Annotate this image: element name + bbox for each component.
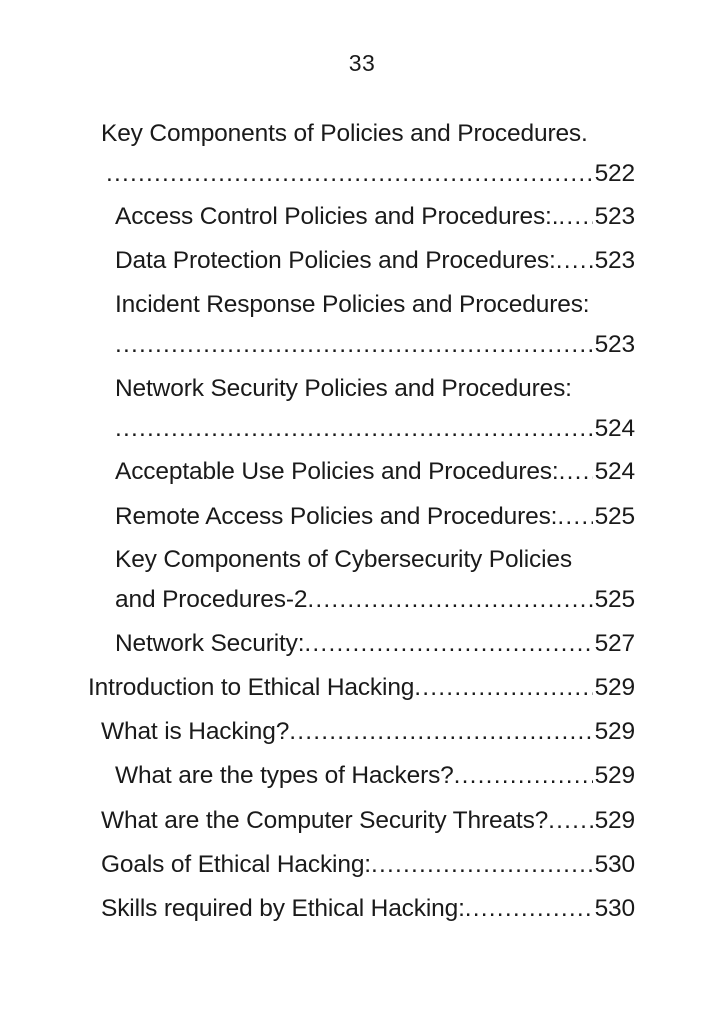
dot-leader (414, 670, 592, 706)
toc-entry[interactable] (101, 714, 635, 750)
toc-entry-title: Remote Access Policies and Procedures: (115, 503, 558, 530)
dot-leader (556, 243, 593, 279)
toc-entry-title: What is Hacking? (101, 718, 290, 745)
toc-entry-title: What are the Computer Security Threats? (101, 807, 549, 834)
toc-entry-title: Incident Response Policies and Procedures: (115, 291, 590, 318)
toc-entry[interactable] (88, 670, 635, 706)
dot-leader (304, 626, 592, 662)
dot-leader (115, 411, 593, 447)
toc-entry-page: 523 (594, 203, 635, 230)
toc-entry[interactable] (115, 758, 635, 794)
toc-entry-page: 530 (594, 895, 635, 922)
toc-entry-title-line[interactable] (115, 371, 572, 407)
dot-leader (559, 454, 593, 490)
dot-leader (558, 199, 592, 235)
toc-entry[interactable] (101, 803, 635, 839)
toc-entry[interactable] (115, 582, 635, 618)
toc-entry-title: Introduction to Ethical Hacking (88, 674, 415, 701)
dot-leader (465, 891, 593, 927)
toc-entry-title-line[interactable] (115, 542, 572, 578)
toc-entry-page: 525 (594, 586, 635, 613)
toc-entry[interactable] (115, 199, 635, 235)
toc-entry-page: 529 (594, 807, 635, 834)
toc-entry-page: 523 (594, 331, 635, 358)
toc-entry-title: Network Security: (115, 630, 305, 657)
toc-entry-title: Acceptable Use Policies and Procedures: (115, 458, 559, 485)
toc-entry[interactable] (115, 243, 635, 279)
toc-entry[interactable] (115, 626, 635, 662)
toc-entry-page: 530 (594, 851, 635, 878)
page-number: 33 (348, 50, 376, 76)
dot-leader (106, 156, 593, 192)
toc-entry[interactable] (115, 327, 635, 363)
toc-entry-title: Data Protection Policies and Procedures: (115, 247, 556, 274)
toc-entry-page: 522 (594, 160, 635, 187)
toc-entry-page: 524 (594, 458, 635, 485)
toc-entry[interactable] (106, 156, 635, 192)
dot-leader (371, 847, 593, 883)
dot-leader (557, 499, 592, 535)
dot-leader (548, 803, 592, 839)
dot-leader (454, 758, 593, 794)
toc-entry-title: Goals of Ethical Hacking: (101, 851, 371, 878)
toc-entry-title: Key Components of Policies and Procedures. (101, 120, 588, 147)
toc-entry-page: 524 (594, 415, 635, 442)
toc-entry-title-line[interactable] (115, 287, 589, 323)
toc-entry-page: 529 (594, 674, 635, 701)
toc-entry-page: 523 (594, 247, 635, 274)
toc-entry[interactable] (101, 891, 635, 927)
toc-entry-title: Skills required by Ethical Hacking: (101, 895, 465, 922)
toc-entry-title: What are the types of Hackers? (115, 762, 454, 789)
toc-entry[interactable] (101, 847, 635, 883)
toc-entry-title: Access Control Policies and Procedures:. (115, 203, 559, 230)
dot-leader (115, 327, 593, 363)
toc-entry[interactable] (115, 411, 635, 447)
dot-leader (307, 582, 592, 618)
toc-entry-title: and Procedures-2 (115, 586, 308, 613)
toc-entry-page: 527 (594, 630, 635, 657)
toc-entry-title-line[interactable] (101, 116, 588, 152)
toc-entry-title: Key Components of Cybersecurity Policies (115, 546, 572, 573)
toc-entry[interactable] (115, 499, 635, 535)
toc-entry-page: 529 (594, 762, 635, 789)
toc-entry-title: Network Security Policies and Procedures: (115, 375, 572, 402)
toc-entry-page: 529 (594, 718, 635, 745)
dot-leader (289, 714, 592, 750)
toc-entry[interactable] (115, 454, 635, 490)
toc-entry-page: 525 (594, 503, 635, 530)
